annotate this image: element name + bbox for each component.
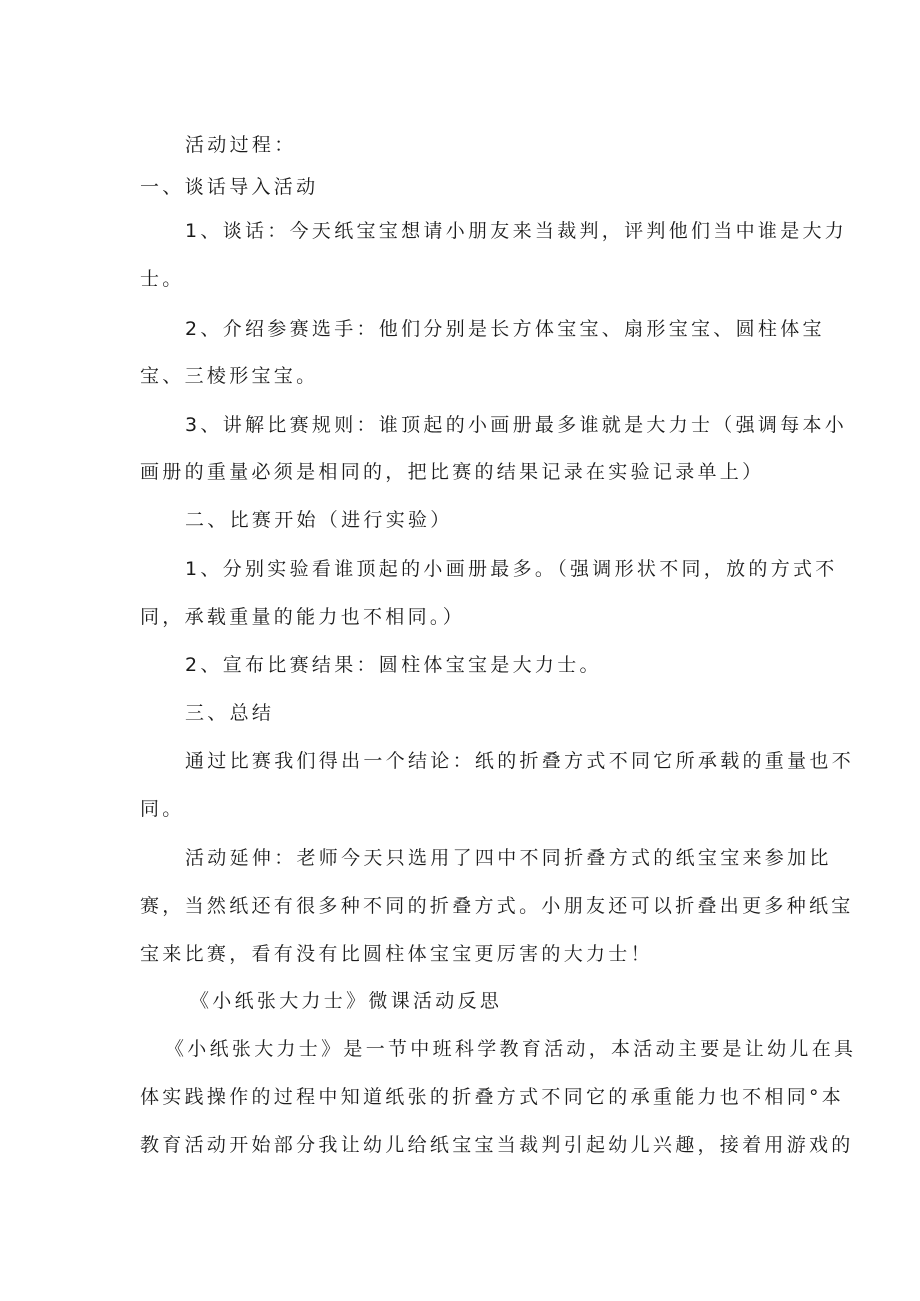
paragraph-line: 2、介绍参赛选手：他们分别是长方体宝宝、扇形宝宝、圆柱体宝: [185, 318, 825, 340]
paragraph-line: 画册的重量必须是相同的，把比赛的结果记录在实验记录单上）: [140, 461, 765, 483]
paragraph-line: 同，承载重量的能力也不相同。）: [140, 606, 466, 628]
paragraph-line: 教育活动开始部分我让幼儿给纸宝宝当裁判引起幼儿兴趣，接着用游戏的: [140, 1134, 854, 1156]
paragraph-line: 3、讲解比赛规则：谁顶起的小画册最多谁就是大力士（强调每本小: [185, 414, 848, 436]
paragraph-line: 宝、三棱形宝宝。: [140, 365, 319, 387]
paragraph-line: 士。: [140, 268, 185, 290]
paragraph-line: 活动延伸：老师今天只选用了四中不同折叠方式的纸宝宝来参加比: [185, 847, 832, 869]
paragraph-line: 2、宣布比赛结果：圆柱体宝宝是大力士。: [185, 654, 602, 676]
paragraph-line: 赛，当然纸还有很多种不同的折叠方式。小朋友还可以折叠出更多种纸宝: [140, 895, 854, 917]
section-heading-activity-process: 活动过程：: [185, 134, 297, 156]
paragraph-line: 通过比赛我们得出一个结论：纸的折叠方式不同它所承载的重量也不: [185, 750, 855, 772]
paragraph-line: 1、谈话：今天纸宝宝想请小朋友来当裁判，评判他们当中谁是大力: [185, 220, 848, 242]
paragraph-line: 体实践操作的过程中知道纸张的折叠方式不同它的承重能力也不相同°本: [140, 1086, 845, 1108]
paragraph-line: 宝来比赛，看有没有比圆柱体宝宝更厉害的大力士！: [140, 943, 653, 965]
section-heading-3: 三、总结: [185, 702, 275, 724]
section-heading-2: 二、比赛开始（进行实验）: [185, 509, 453, 531]
paragraph-line: 《小纸张大力士》是一节中班科学教育活动，本活动主要是让幼儿在具: [165, 1038, 857, 1060]
paragraph-line: 1、分别实验看谁顶起的小画册最多。（强调形状不同，放的方式不: [185, 558, 838, 580]
paragraph-line: 同。: [140, 798, 185, 820]
reflection-title: 《小纸张大力士》微课活动反思: [190, 990, 503, 1012]
section-heading-1: 一、谈话导入活动: [140, 176, 319, 198]
